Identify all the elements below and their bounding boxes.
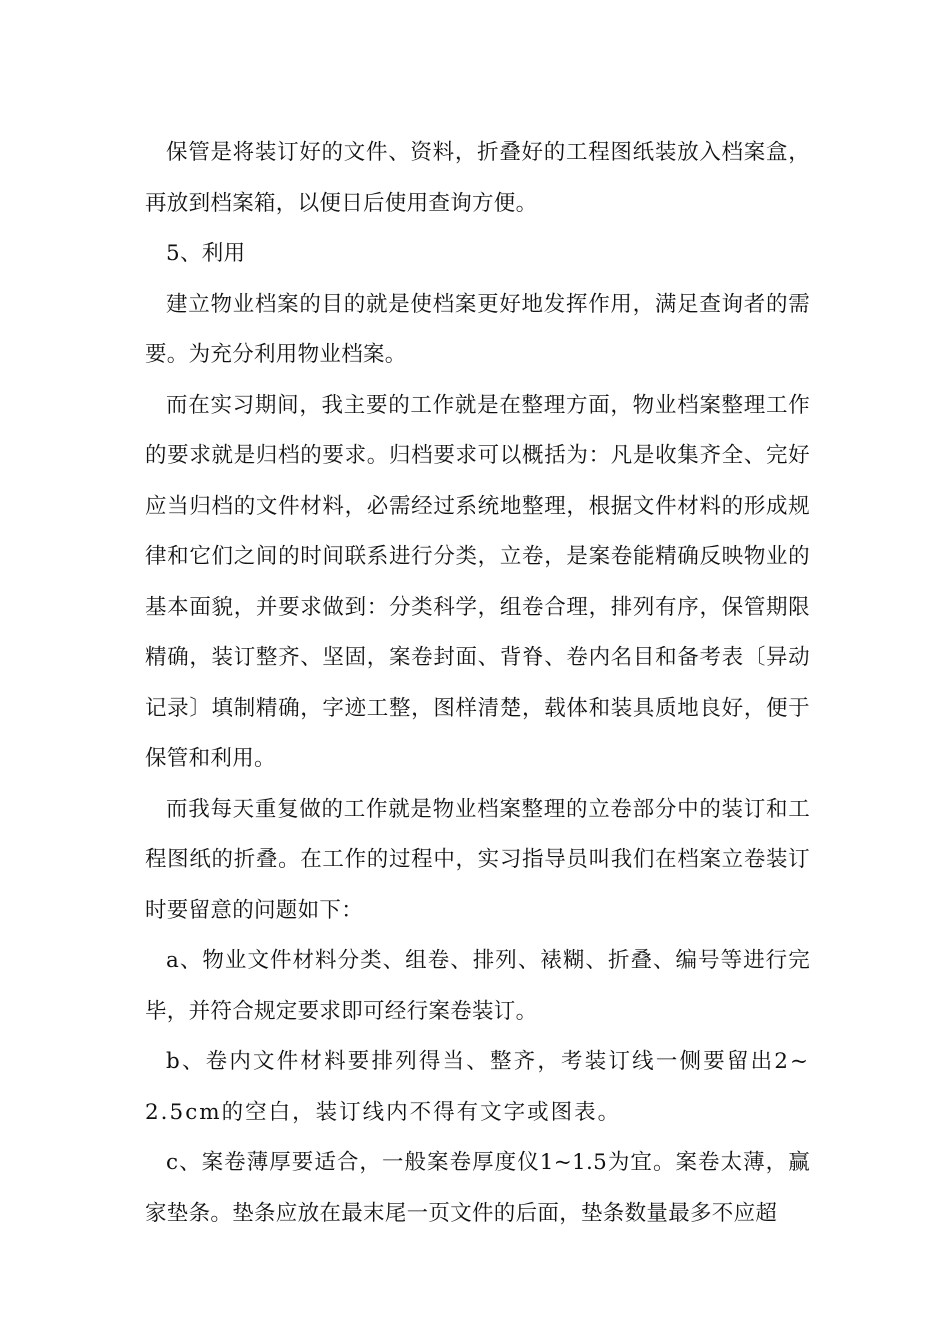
- paragraph-internship-work: 而在实习期间，我主要的工作就是在整理方面，物业档案整理工作的要求就是归档的要求。归档要求可以概括为：凡是收集齐全、完好应当归档的文件材料，必需经过系统地整理，根据文件材料的形成规律和它们之间的时间联系进行分类，立卷，是案卷能精确反映物业的基本面貌，并要求做到：分类科学，组卷合理，排列有序，保管期限精确，装订整齐、坚固，案卷封面、背脊、卷内名目和备考表〔异动记录〕填制精确，字迹工整，图样清楚，载体和装具质地良好，便于保管和利用。: [145, 392, 810, 771]
- document-body: [145, 128, 810, 1239]
- paragraph-item-a: a、物业文件材料分类、组卷、排列、裱糊、折叠、编号等进行完毕，并符合规定要求即可经行案卷装订。: [145, 948, 810, 1024]
- paragraph-purpose: 建立物业档案的目的就是使档案更好地发挥作用，满足查询者的需要。为充分利用物业档案。: [145, 291, 810, 367]
- section-heading-use: 5、利用: [166, 241, 246, 266]
- paragraph-item-c: c、案卷薄厚要适合，一般案卷厚度仪1~1.5为宜。案卷太薄，赢家垫条。垫条应放在最末尾一页文件的后面，垫条数量最多不应超: [145, 1150, 810, 1226]
- paragraph-daily-work: 而我每天重复做的工作就是物业档案整理的立卷部分中的装订和工程图纸的折叠。在工作的过程中，实习指导员叫我们在档案立卷装订时要留意的问题如下：: [145, 796, 810, 923]
- paragraph-item-b: b、卷内文件材料要排列得当、整齐，考装订线一侧要留出2~2.5cm的空白，装订线内不得有文字或图表。: [145, 1049, 810, 1125]
- paragraph-storage: 保管是将装订好的文件、资料，折叠好的工程图纸装放入档案盒，再放到档案箱，以便日后使用查询方便。: [145, 140, 810, 216]
